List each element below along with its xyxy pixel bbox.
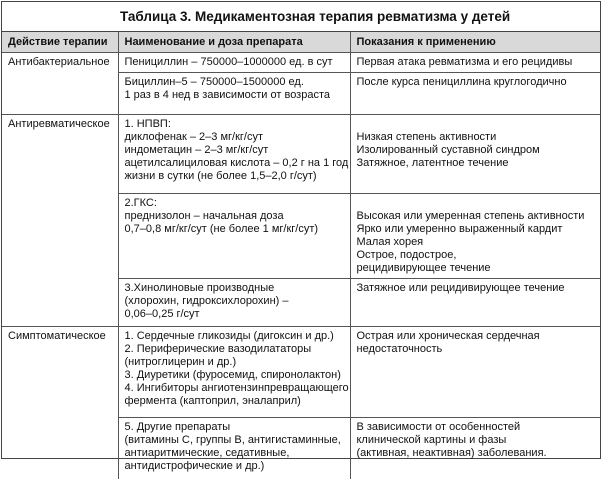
drug-line: 1. НПВП:: [124, 118, 171, 130]
drug-line: 0,06–0,25 г/сут: [124, 308, 200, 320]
therapy-action-cell: [2, 53, 118, 115]
drug-cell: [118, 115, 350, 194]
indication-cell: [350, 53, 600, 73]
table-title: Таблица 3. Медикаментозная терапия ревматизма у детей: [2, 2, 600, 32]
table-body: [2, 53, 600, 479]
table-row: [2, 53, 600, 73]
drug-line: Бициллин–5 – 750000–1500000 ед.: [124, 76, 304, 88]
drug-line: преднизолон – начальная доза: [124, 210, 284, 222]
indication-line: Затяжное или рецидивирующее течение: [356, 282, 565, 294]
drug-cell: [118, 327, 350, 418]
indication-line: недостаточность: [356, 343, 443, 355]
therapy-table: [2, 32, 600, 479]
indication-cell: [350, 115, 600, 194]
table-row: [2, 115, 600, 194]
drug-line: 5. Другие препараты: [124, 421, 231, 433]
drug-line: антиаритмические, седативные,: [124, 447, 290, 459]
indication-cell: [350, 194, 600, 279]
indication-line: В зависимости от особенностей: [356, 421, 521, 433]
drug-line: 3. Диуретики (фуросемид, спиронолактон): [124, 369, 341, 381]
indication-cell: [350, 327, 600, 418]
indication-line: Высокая или умеренная степень активности: [356, 210, 585, 222]
drug-line: 1. Сердечные гликозиды (дигоксин и др.): [124, 330, 334, 342]
table-row: [2, 327, 600, 418]
therapy-action-cell: [2, 115, 118, 327]
indication-line: Затяжное, латентное течение: [356, 157, 509, 169]
drug-cell: [118, 73, 350, 115]
indication-line: Острое, подострое,: [356, 249, 457, 261]
drug-line: (хлорохин, гидроксихлорохин) –: [124, 295, 289, 307]
drug-line: 3.Хинолиновые производные: [124, 282, 275, 294]
drug-line: 1 раз в 4 нед в зависимости от возраста: [124, 89, 330, 101]
indication-line: Низкая степень активности: [356, 131, 497, 143]
indication-line: Первая атака ревматизма и его рецидивы: [356, 56, 573, 68]
drug-cell: [118, 279, 350, 327]
indication-line: Острая или хроническая сердечная: [356, 330, 540, 342]
indication-line: [357, 118, 595, 131]
drug-line: ацетилсалициловая кислота – 0,2 г на 1 год: [124, 157, 349, 169]
drug-cell: [118, 194, 350, 279]
medication-table-figure: [1, 1, 601, 472]
indication-line: (активная, неактивная) заболевания.: [356, 447, 547, 459]
drug-line: Пенициллин – 750000–1000000 ед. в сут: [124, 56, 333, 68]
indication-line: После курса пенициллина круглогодично: [356, 76, 567, 88]
drug-line: индометацин – 2–3 мг/кг/сут: [124, 144, 269, 156]
drug-line: жизни в сутки (не более 1,5–2,0 г/сут): [124, 170, 317, 182]
therapy-action-label: Антибактериальное: [8, 56, 110, 68]
indication-line: клинической картины и фазы: [356, 434, 507, 446]
drug-cell: [118, 53, 350, 73]
indication-line: Изолированный суставной синдром: [356, 144, 540, 156]
drug-line: 2. Периферические вазодилататоры: [124, 343, 312, 355]
header-action: Действие терапии: [2, 32, 118, 53]
indication-cell: [350, 279, 600, 327]
indication-cell: [350, 73, 600, 115]
indication-line: [357, 197, 595, 210]
indication-line: Ярко или умеренно выраженный кардит: [356, 223, 563, 235]
drug-line: 4. Ингибиторы ангиотензинпревращающего: [124, 382, 349, 394]
drug-line: 2.ГКС:: [124, 197, 157, 209]
header-indication: Показания к применению: [350, 32, 600, 53]
drug-line: диклофенак – 2–3 мг/кг/сут: [124, 131, 264, 143]
header-row: [2, 32, 600, 53]
indication-line: рецидивирующее течение: [356, 262, 491, 274]
drug-line: антидистрофические и др.): [124, 460, 265, 472]
header-drug: Наименование и доза препарата: [118, 32, 350, 53]
drug-line: 0,7–0,8 мг/кг/сут (не более 1 мг/кг/сут): [124, 223, 319, 235]
therapy-action-label: Симптоматическое: [8, 330, 106, 342]
therapy-action-label: Антиревматическое: [8, 118, 110, 130]
drug-line: (витамины С, группы В, антигистаминные,: [124, 434, 341, 446]
drug-line: (нитроглицерин и др.): [124, 356, 237, 368]
indication-line: Малая хорея: [356, 236, 424, 248]
drug-cell: [118, 418, 350, 479]
drug-line: фермента (каптоприл, эналаприл): [124, 395, 301, 407]
therapy-action-cell: [2, 327, 118, 479]
indication-cell: [350, 418, 600, 479]
